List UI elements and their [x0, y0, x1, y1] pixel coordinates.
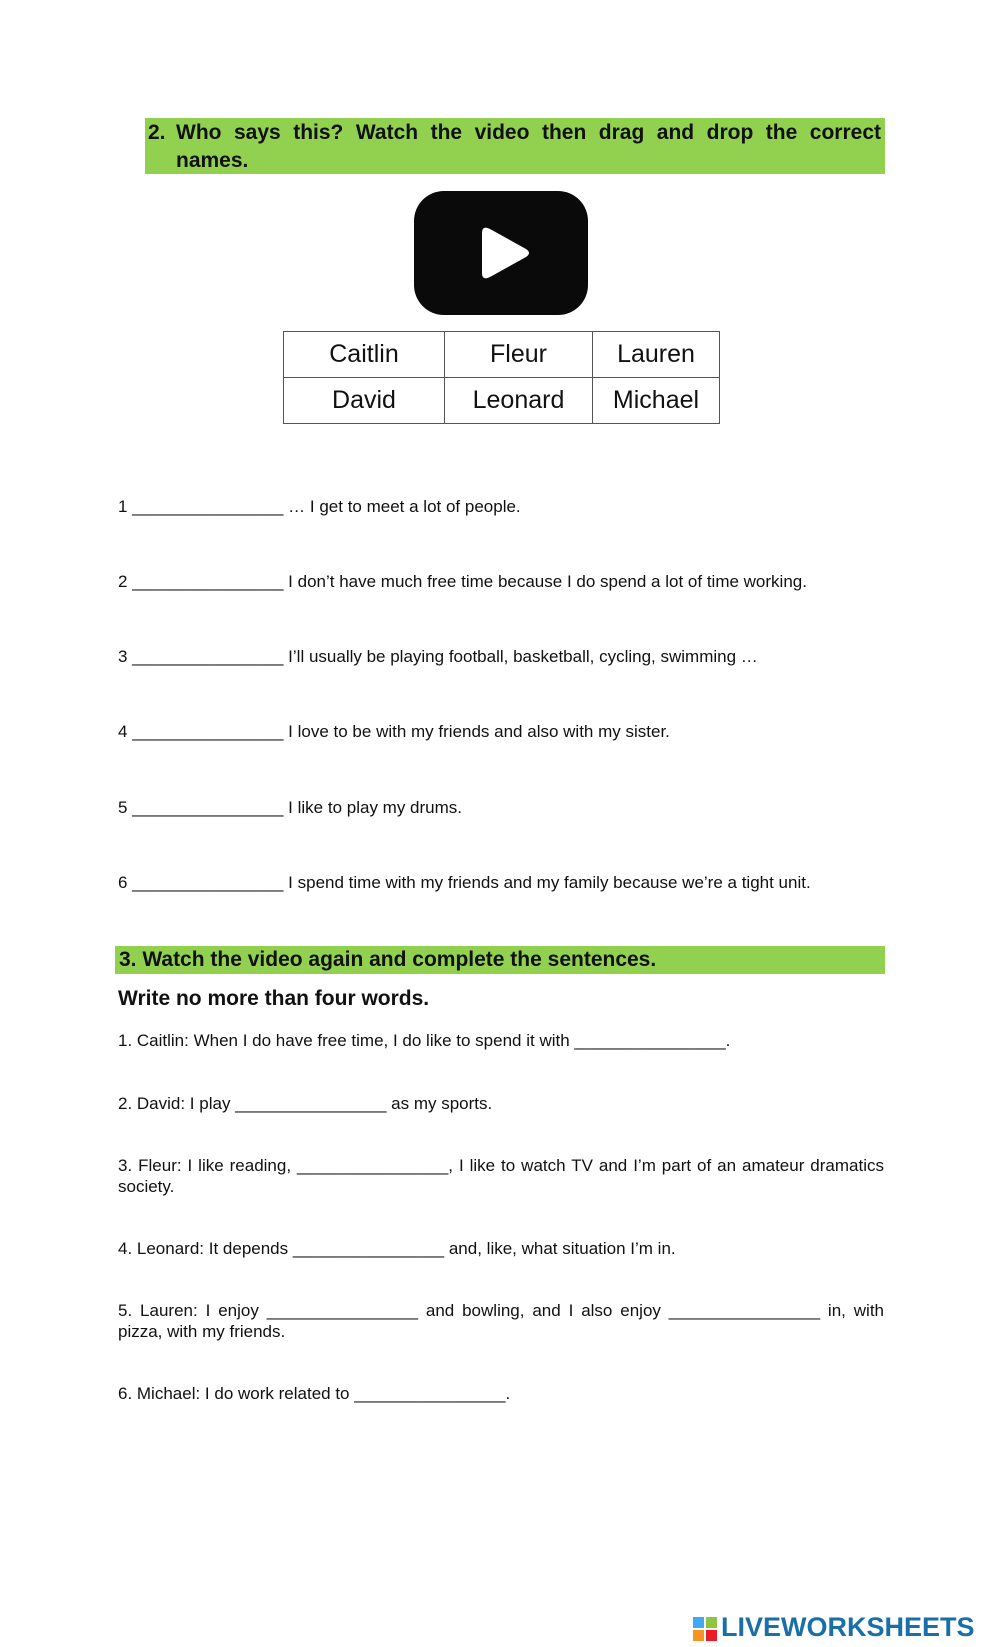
section-2-heading [145, 118, 885, 174]
section-3-instruction: Write no more than four words. [118, 987, 430, 1010]
names-row [284, 332, 720, 378]
name-chip[interactable]: Michael [593, 378, 720, 424]
sentence-item-6: 6. Michael: I do work related to ________________. [118, 1384, 511, 1403]
quote-item-4: 4 ________________ I love to be with my friends and also with my sister. [118, 722, 670, 741]
section-3-heading: 3. Watch the video again and complete the sentences. [115, 946, 885, 974]
name-chip[interactable]: Leonard [445, 378, 593, 424]
logo-text: LIVEWORKSHEETS [721, 1612, 975, 1642]
section-2-title: Who says this? Watch the video then drag and drop the correct names. [176, 121, 881, 172]
liveworksheets-logo [693, 1612, 975, 1643]
section-2-number: 2. [148, 121, 166, 144]
video-play-button[interactable] [414, 191, 588, 315]
sentence-item-5: 5. Lauren: I enjoy ________________ and bowling, and I also enjoy ________________ in, with pizza, with my friends. [118, 1301, 884, 1341]
quote-item-2: 2 ________________ I don’t have much free time because I do spend a lot of time working. [118, 572, 807, 591]
liveworksheets-logo-icon [693, 1617, 717, 1641]
names-table [283, 331, 720, 424]
name-chip[interactable]: David [284, 378, 445, 424]
names-row [284, 378, 720, 424]
quote-item-1: 1 ________________ … I get to meet a lot of people. [118, 497, 521, 516]
name-chip[interactable]: Lauren [593, 332, 720, 378]
sentence-item-1: 1. Caitlin: When I do have free time, I do like to spend it with ________________. [118, 1031, 731, 1050]
quote-item-3: 3 ________________ I’ll usually be playing football, basketball, cycling, swimming … [118, 647, 758, 666]
quote-item-5: 5 ________________ I like to play my drums. [118, 798, 463, 817]
sentence-item-3: 3. Fleur: I like reading, ________________, I like to watch TV and I’m part of an amateur dramatics society. [118, 1156, 884, 1196]
name-chip[interactable]: Caitlin [284, 332, 445, 378]
sentence-item-2: 2. David: I play ________________ as my sports. [118, 1094, 493, 1113]
sentence-item-4: 4. Leonard: It depends ________________ and, like, what situation I’m in. [118, 1239, 676, 1258]
name-chip[interactable]: Fleur [445, 332, 593, 378]
play-icon [414, 191, 588, 315]
quote-item-6: 6 ________________ I spend time with my friends and my family because we’re a tight unit. [118, 873, 811, 892]
